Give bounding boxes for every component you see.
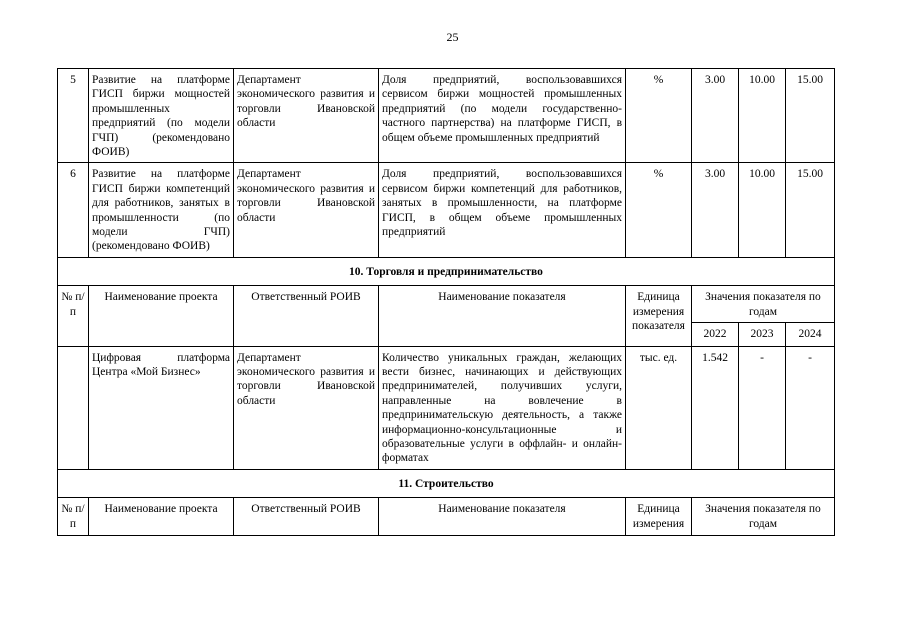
responsible-roiv: Департамент экономического развития и торговли Ивановской области <box>234 163 379 257</box>
value-2023: 10.00 <box>739 163 786 257</box>
header-num: № п/п <box>58 498 89 536</box>
indicator-name: Количество уникальных граждан, желающих вести бизнес, начинающих и действующих предпринимателей, получивших услуги, направленные на вовлечение в предпринимательскую деятельность, а также информационно-консультационные и образовательные услуги в оффлайн- и онлайн-форматах <box>379 346 626 469</box>
header-num: № п/п <box>58 286 89 346</box>
header-year-2024: 2024 <box>786 323 835 346</box>
section-title-10: 10. Торговля и предпринимательство <box>58 257 835 285</box>
section-row <box>58 469 835 497</box>
row-number: 5 <box>58 69 89 163</box>
value-2024: 15.00 <box>786 163 835 257</box>
header-row <box>58 286 835 323</box>
value-2024: 15.00 <box>786 69 835 163</box>
header-values: Значения показателя по годам <box>692 498 835 536</box>
value-2022: 3.00 <box>692 163 739 257</box>
unit: % <box>626 163 692 257</box>
header-indicator: Наименование показателя <box>379 286 626 346</box>
indicator-name: Доля предприятий, воспользовавшихся сервисом биржи компетенций для работников, занятых в промышленности, на платформе ГИСП, в общем объеме промышленных предприятий <box>379 163 626 257</box>
responsible-roiv: Департамент экономического развития и торговли Ивановской области <box>234 69 379 163</box>
header-project: Наименование проекта <box>89 498 234 536</box>
value-2024: - <box>786 346 835 469</box>
value-2022: 1.542 <box>692 346 739 469</box>
header-project: Наименование проекта <box>89 286 234 346</box>
unit: % <box>626 69 692 163</box>
table-row <box>58 69 835 163</box>
header-row <box>58 498 835 536</box>
responsible-roiv: Департамент экономического развития и торговли Ивановской области <box>234 346 379 469</box>
section-title-11: 11. Строительство <box>58 469 835 497</box>
header-indicator: Наименование показателя <box>379 498 626 536</box>
header-year-2022: 2022 <box>692 323 739 346</box>
project-name: Развитие на платформе ГИСП биржи мощностей промышленных предприятий (по модели ГЧП) (рекомендовано ФОИВ) <box>89 69 234 163</box>
header-values: Значения показателя по годам <box>692 286 835 323</box>
table-row <box>58 346 835 469</box>
unit: тыс. ед. <box>626 346 692 469</box>
projects-table <box>57 68 835 536</box>
header-roiv: Ответственный РОИВ <box>234 286 379 346</box>
section-row <box>58 257 835 285</box>
header-year-2023: 2023 <box>739 323 786 346</box>
value-2023: - <box>739 346 786 469</box>
row-number: 6 <box>58 163 89 257</box>
project-name: Цифровая платформа Центра «Мой Бизнес» <box>89 346 234 469</box>
page-number: 25 <box>446 30 459 44</box>
table-row <box>58 163 835 257</box>
header-unit: Единица измерения <box>626 498 692 536</box>
row-number <box>58 346 89 469</box>
value-2022: 3.00 <box>692 69 739 163</box>
indicator-name: Доля предприятий, воспользовавшихся сервисом биржи мощностей промышленных предприятий (по модели государственно-частного партнерства) на платформе ГИСП, в общем объеме промышленных предприятий <box>379 69 626 163</box>
value-2023: 10.00 <box>739 69 786 163</box>
header-unit: Единица измерения показателя <box>626 286 692 346</box>
project-name: Развитие на платформе ГИСП биржи компетенций для работников, занятых в промышленности (по модели ГЧП) (рекомендовано ФОИВ) <box>89 163 234 257</box>
header-roiv: Ответственный РОИВ <box>234 498 379 536</box>
